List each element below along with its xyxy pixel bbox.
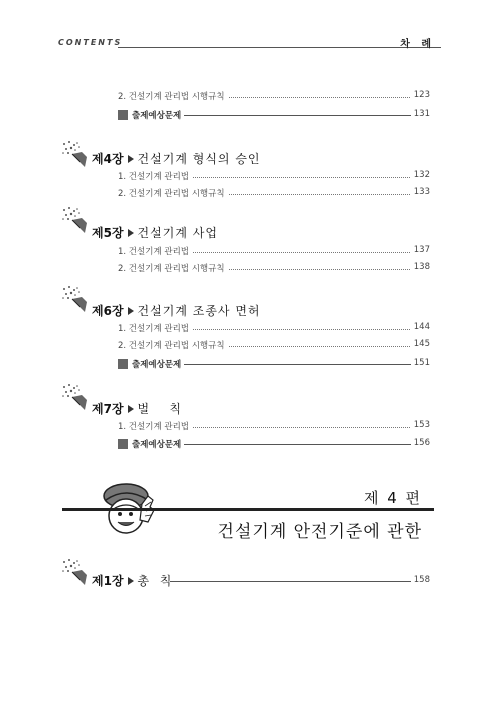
chapter-name: 건설기계 조종사 면허 — [137, 304, 261, 318]
part-rule — [62, 508, 434, 511]
toc-entry[interactable] — [118, 262, 430, 274]
toc-entry[interactable] — [118, 339, 430, 351]
square-bullet-icon — [118, 439, 128, 449]
toc-entry-page: 145 — [411, 339, 430, 349]
chapter-number: 제4장 — [92, 152, 124, 166]
toc-entry-label: 출제예상문제 — [132, 111, 182, 121]
chapter-heading[interactable] — [92, 150, 261, 167]
chapter-heading[interactable] — [92, 572, 172, 589]
toc-entry-page: 138 — [411, 262, 430, 272]
toc-entry-label: 2. 건설기계 관리법 시행규칙 — [118, 339, 228, 351]
triangle-right-icon — [128, 307, 134, 315]
pen-nib-icon — [60, 140, 90, 170]
toc-entry-page: 132 — [411, 170, 430, 180]
chapter-number: 제7장 — [92, 402, 124, 416]
toc-entry-label: 출제예상문제 — [132, 360, 182, 370]
toc-entry-label: 1. 건설기계 관리법 — [118, 420, 192, 432]
triangle-right-icon — [128, 229, 134, 237]
triangle-right-icon — [128, 577, 134, 585]
toc-entry-page: 158 — [411, 575, 430, 585]
toc-entry-page: 144 — [411, 322, 430, 332]
triangle-right-icon — [128, 155, 134, 163]
toc-entry-page: 156 — [411, 438, 430, 448]
toc-entry-page: 137 — [411, 245, 430, 255]
pen-nib-icon — [60, 285, 90, 315]
toc-entry-page: 123 — [411, 90, 430, 100]
chapter-heading[interactable] — [92, 302, 261, 319]
toc-entry-page: 153 — [411, 420, 430, 430]
contents-label: CONTENTS — [58, 38, 123, 47]
chapter-heading[interactable] — [92, 224, 218, 241]
toc-entry-label: 2. 건설기계 관리법 시행규칙 — [118, 90, 228, 102]
toc-entry-label: 1. 건설기계 관리법 — [118, 322, 192, 334]
toc-entry-label: 1. 건설기계 관리법 — [118, 170, 192, 182]
page-title: 차 례 — [400, 39, 435, 50]
toc-entry-label: 출제예상문제 — [132, 440, 182, 450]
toc-chapter-leader[interactable] — [170, 575, 430, 587]
part-title: 건설기계 안전기준에 관한 — [217, 522, 422, 542]
toc-entry-page: 151 — [411, 358, 430, 368]
toc-entry[interactable] — [118, 420, 430, 432]
toc-entry[interactable] — [118, 187, 430, 199]
part-label: 제 4 편 — [363, 489, 422, 507]
chapter-number: 제6장 — [92, 304, 124, 318]
header-rule — [118, 47, 441, 48]
chapter-heading[interactable] — [92, 400, 182, 417]
toc-exam-entry[interactable] — [118, 109, 430, 121]
toc-entry[interactable] — [118, 170, 430, 182]
pen-nib-icon — [60, 558, 90, 588]
toc-entry-label: 2. 건설기계 관리법 시행규칙 — [118, 262, 228, 274]
chapter-name: 건설기계 사업 — [137, 226, 218, 240]
toc-entry-label: 2. 건설기계 관리법 시행규칙 — [118, 187, 228, 199]
page-header — [58, 38, 441, 52]
toc-exam-entry[interactable] — [118, 438, 430, 450]
chapter-number: 제5장 — [92, 226, 124, 240]
chapter-name: 총 칙 — [137, 574, 173, 588]
triangle-right-icon — [128, 405, 134, 413]
chapter-name: 건설기계 형식의 승인 — [137, 152, 261, 166]
leader-line — [170, 581, 416, 582]
chapter-number: 제1장 — [92, 574, 124, 588]
chapter-name: 벌 칙 — [137, 402, 182, 416]
toc-entry-page: 131 — [411, 109, 430, 119]
pen-nib-icon — [60, 206, 90, 236]
toc-exam-entry[interactable] — [118, 358, 430, 370]
square-bullet-icon — [118, 110, 128, 120]
toc-entry[interactable] — [118, 245, 430, 257]
pen-nib-icon — [60, 383, 90, 413]
toc-entry-label: 1. 건설기계 관리법 — [118, 245, 192, 257]
toc-entry[interactable] — [118, 322, 430, 334]
toc-entry[interactable] — [118, 90, 430, 102]
toc-entry-page: 133 — [411, 187, 430, 197]
square-bullet-icon — [118, 359, 128, 369]
